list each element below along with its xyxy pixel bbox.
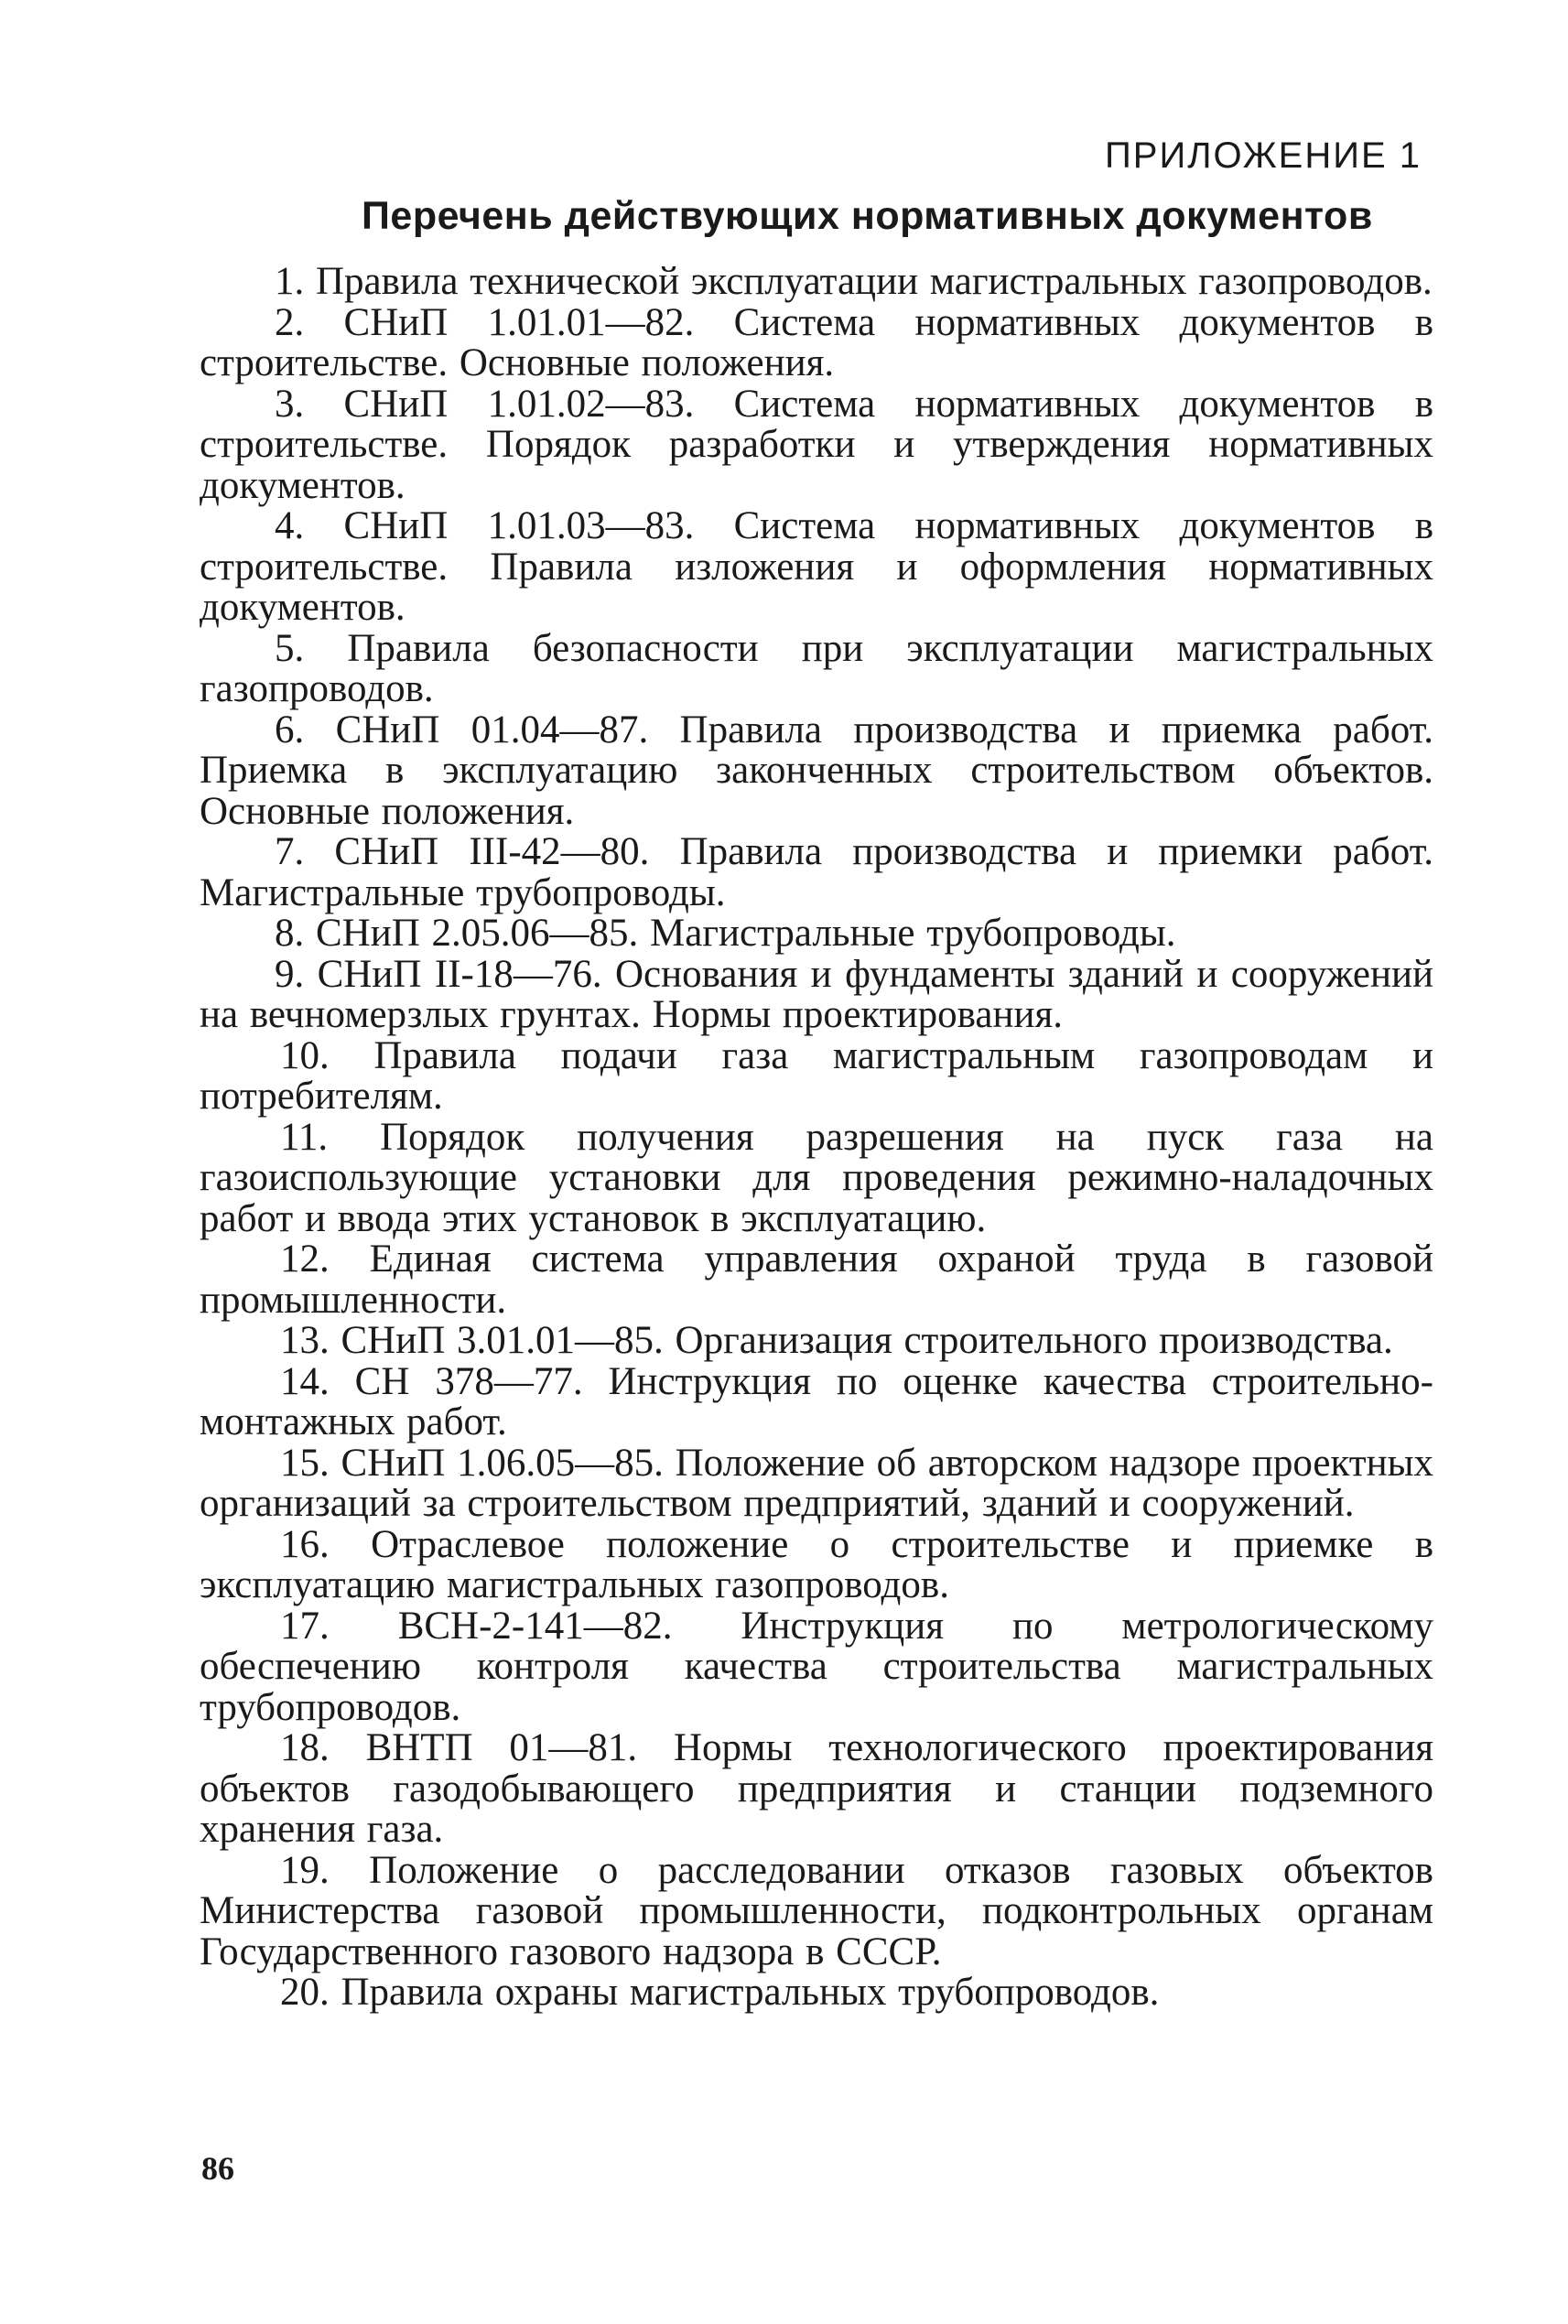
item-text: СНиП II-18—76. Основания и фундаменты зданий и сооружений на вечномерзлых грунтах. Нормы проектирования. <box>200 952 1434 1036</box>
item-number: 8. <box>275 912 305 955</box>
list-item <box>200 384 1433 507</box>
list-item <box>200 1606 1433 1729</box>
item-text: ВНТП 01—81. Нормы технологического проектирования объектов газодобывающего предприятия и станции подземного хранения газа. <box>200 1726 1433 1851</box>
list-item <box>200 1728 1433 1851</box>
list-item <box>200 262 1433 303</box>
item-number: 20. <box>280 1971 330 2014</box>
item-number: 16. <box>280 1522 330 1566</box>
list-item <box>200 1115 1434 1240</box>
list-item <box>200 832 1433 913</box>
list-item <box>200 1239 1433 1321</box>
item-number: 10. <box>280 1033 330 1077</box>
list-item <box>200 710 1433 833</box>
list-item <box>200 300 1434 384</box>
item-number: 15. <box>280 1441 330 1485</box>
item-text: СНиП 3.01.01—85. Организация строительного производства. <box>341 1319 1393 1362</box>
item-text: Правила технической эксплуатации магистральных газопроводов. <box>316 260 1433 303</box>
list-item <box>200 1321 1433 1362</box>
item-text: Правила безопасности при эксплуатации магистральных газопроводов. <box>200 626 1434 710</box>
list-item <box>200 1443 1433 1525</box>
list-item <box>200 1359 1434 1443</box>
item-number: 18. <box>280 1726 330 1769</box>
list-item <box>200 1848 1433 1973</box>
item-text: Отраслевое положение о строительстве и приемке в эксплуатацию магистральных газопроводов. <box>200 1522 1433 1606</box>
item-text: Порядок получения разрешения на пуск газа на газоиспользующие установки для проведения режимно-наладочных работ и ввода этих установок в эксплуатацию. <box>200 1115 1434 1240</box>
item-text: Правила подачи газа магистральным газопроводам и потребителям. <box>200 1033 1433 1118</box>
item-text: Правила охраны магистральных трубопроводов. <box>341 1971 1160 2014</box>
item-text: СНиП 1.06.05—85. Положение об авторском надзоре проектных организаций за строительством предприятий, зданий и сооружений. <box>200 1441 1434 1525</box>
page-title: Перечень действующих нормативных документов <box>362 194 1373 238</box>
item-number: 2. <box>275 300 305 344</box>
item-number: 13. <box>280 1319 330 1362</box>
item-text: СНиП 1.01.01—82. Система нормативных документов в строительстве. Основные положения. <box>200 300 1434 384</box>
list-item <box>200 952 1434 1036</box>
item-text: СНиП III-42—80. Правила производства и приемки работ. Магистральные трубопроводы. <box>200 830 1434 914</box>
list-item <box>200 913 1433 955</box>
item-number: 17. <box>280 1604 330 1648</box>
item-number: 14. <box>280 1359 330 1403</box>
item-text: СНиП 1.01.03—83. Система нормативных документов в строительстве. Правила изложения и оформления нормативных документов. <box>200 504 1434 629</box>
list-item <box>200 1033 1433 1118</box>
page-number: 86 <box>201 2150 234 2187</box>
item-number: 7. <box>275 830 305 873</box>
item-number: 5. <box>275 626 305 670</box>
list-item <box>200 626 1434 710</box>
item-text: СНиП 1.01.02—83. Система нормативных документов в строительстве. Порядок разработки и утверждения нормативных документов. <box>200 382 1434 507</box>
documents-list <box>200 262 1433 2014</box>
item-text: Единая система управления охраной труда в газовой промышленности. <box>200 1238 1433 1322</box>
item-text: СНиП 2.05.06—85. Магистральные трубопроводы. <box>316 912 1176 955</box>
item-number: 1. <box>275 260 305 303</box>
item-number: 11. <box>280 1115 329 1159</box>
list-item <box>200 1973 1433 2014</box>
item-number: 19. <box>280 1848 330 1892</box>
item-text: СНиП 01.04—87. Правила производства и приемка работ. Приемка в эксплуатацию законченных строительством объектов. Основные положения. <box>200 708 1434 833</box>
item-number: 6. <box>275 708 305 751</box>
item-text: Положение о расследовании отказов газовых объектов Министерства газовой промышленности, подконтрольных органам Государственного газового надзора в СССР. <box>200 1848 1433 1973</box>
item-number: 12. <box>280 1238 330 1281</box>
item-number: 9. <box>275 952 305 996</box>
list-item <box>200 1522 1433 1606</box>
item-number: 3. <box>275 382 305 426</box>
appendix-label: ПРИЛОЖЕНИЕ 1 <box>1105 135 1422 176</box>
item-text: СН 378—77. Инструкция по оценке качества строительно-монтажных работ. <box>200 1359 1434 1443</box>
list-item <box>200 506 1433 629</box>
item-number: 4. <box>275 504 305 547</box>
item-text: ВСН-2-141—82. Инструкция по метрологическому обеспечению контроля качества строительства магистральных трубопроводов. <box>200 1604 1434 1729</box>
